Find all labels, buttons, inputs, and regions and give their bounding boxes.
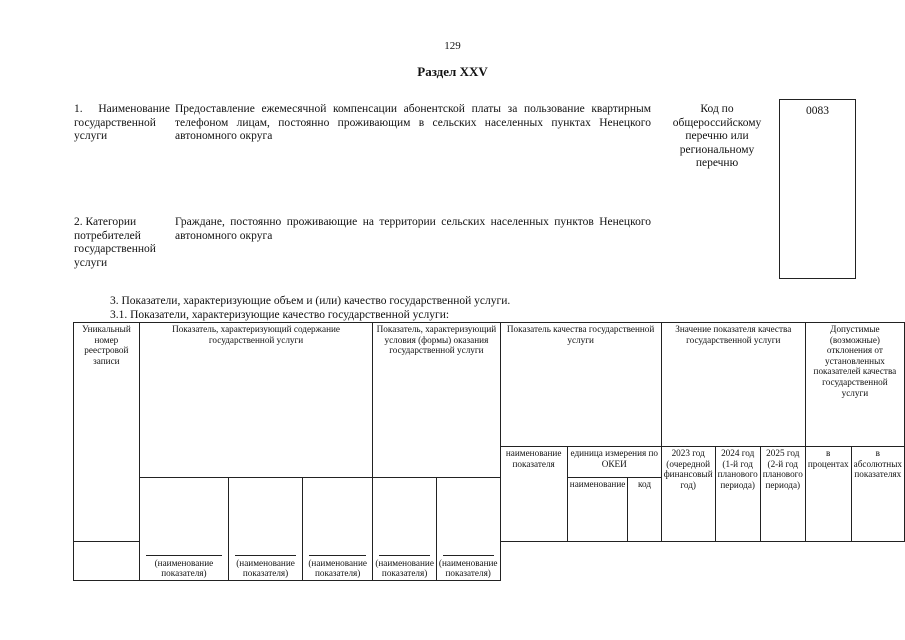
header-unit-code: код <box>628 478 661 542</box>
code-value: 0083 <box>806 105 829 117</box>
section-3-heading: 3. Показатели, характеризующие объем и (или) качество государственной услуги. <box>110 295 511 307</box>
quality-table <box>73 322 905 581</box>
item2-label: 2. Категории потребителей государственной услуги <box>74 216 156 269</box>
header-unit: единица измерения по ОКЕИ <box>567 447 661 478</box>
code-box <box>779 99 856 279</box>
sub-content-3: (наименование показателя) <box>303 478 373 581</box>
header-deviation-absolute: в абсолютных показателях <box>851 447 904 542</box>
section-3-1-heading: 3.1. Показатели, характеризующие качество государственной услуги: <box>110 309 450 321</box>
data-cell-unique <box>74 542 140 581</box>
header-quality-indicator: Показатель качества государственной услуги <box>500 323 661 447</box>
header-conditions-indicator: Показатель, характеризующий условия (формы) оказания государственной услуги <box>373 323 500 478</box>
sub-content-2: (наименование показателя) <box>229 478 303 581</box>
code-label: Код по общероссийскому перечню или региональному перечню <box>672 103 762 170</box>
page-number: 129 <box>444 40 461 52</box>
header-year-2024: 2024 год (1-й год планового периода) <box>715 447 760 542</box>
header-unique-number: Уникальный номер реестровой записи <box>74 323 140 542</box>
header-year-2025: 2025 год (2-й год планового периода) <box>760 447 805 542</box>
item1-value: Предоставление ежемесячной компенсации абонентской платы за пользование квартирным телефоном лицам, постоянно проживающим в сельских населенных пунктах Ненецкого автономного округа <box>175 103 651 143</box>
sub-condition-2: (наименование показателя) <box>436 478 500 581</box>
item2-value: Граждане, постоянно проживающие на территории сельских населенных пунктов Ненецкого автономного округа <box>175 216 651 242</box>
item1-label: 1. Наименование государственной услуги <box>74 103 170 143</box>
header-deviation: Допустимые (возможные) отклонения от установленных показателей качества государственной услуги <box>805 323 904 447</box>
header-value-indicator: Значение показателя качества государственной услуги <box>661 323 805 447</box>
header-indicator-name: наименование показателя <box>500 447 567 542</box>
header-year-2023: 2023 год (очередной финансовый год) <box>661 447 715 542</box>
header-deviation-percent: в процентах <box>805 447 851 542</box>
header-content-indicator: Показатель, характеризующий содержание государственной услуги <box>139 323 373 478</box>
header-unit-name: наименование <box>567 478 628 542</box>
sub-condition-1: (наименование показателя) <box>373 478 437 581</box>
section-title: Раздел XXV <box>417 64 488 79</box>
sub-content-1: (наименование показателя) <box>139 478 228 581</box>
